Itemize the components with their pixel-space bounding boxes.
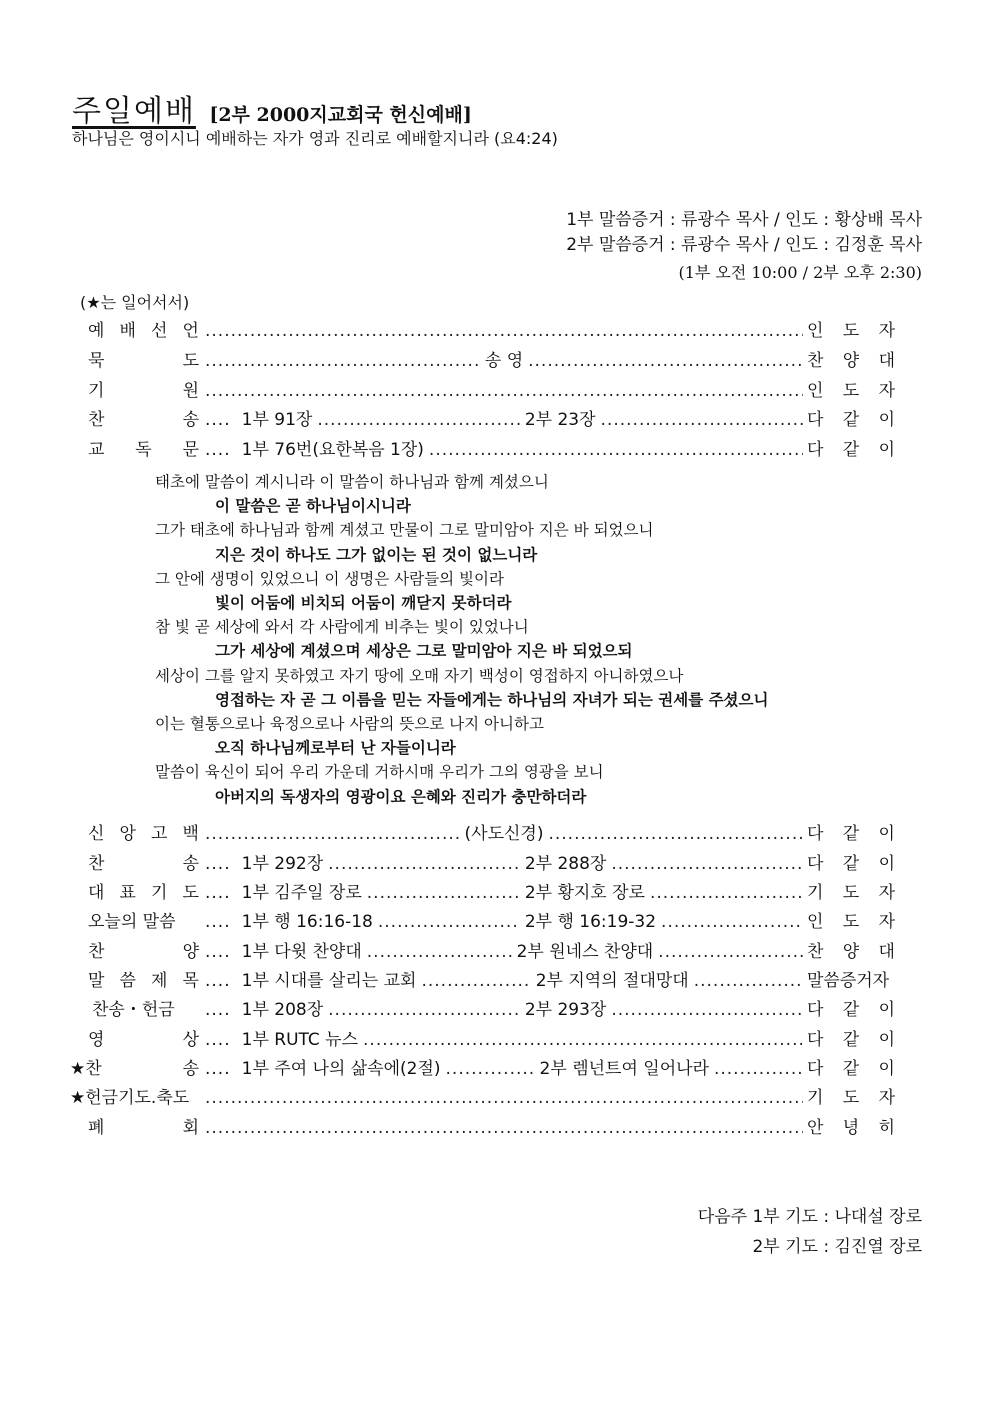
standing-note: (★는 일어서서) [80, 293, 190, 312]
leader-dots [429, 440, 803, 460]
leader-dots [446, 1059, 535, 1079]
order-role: 인 도 자 [807, 381, 895, 401]
leader-dots [205, 381, 803, 401]
leader-dots [205, 1088, 803, 1108]
leader-dots [661, 912, 803, 932]
order-mid: 송 영 [484, 351, 524, 371]
order-part-1: 1부 주여 나의 삶속에(2절) [241, 1059, 441, 1079]
order-label: 폐 회 [88, 1118, 199, 1138]
leader-dots: .... [205, 410, 231, 430]
leader-dots [367, 883, 520, 903]
next-week-prayer-2: 2부 기도 : 김진열 장로 [752, 1237, 922, 1257]
reading-line: 말씀이 육신이 되어 우리 가운데 거하시매 우리가 그의 영광을 보니 [155, 763, 604, 782]
order-part-2: 2부 293장 [524, 1000, 607, 1020]
next-week-prayer-1: 다음주 1부 기도 : 나대설 장로 [697, 1207, 922, 1227]
order-row [70, 819, 895, 845]
leader-dots [205, 351, 480, 371]
order-part-1: 1부 91장 [241, 410, 313, 430]
leader-dots: .... [205, 440, 231, 460]
order-label: 영 상 [88, 1030, 199, 1050]
leader-dots [328, 854, 520, 874]
order-part-1: 1부 292장 [241, 854, 324, 874]
leader-dots: .... [205, 912, 231, 932]
order-label: 묵 도 [88, 351, 199, 371]
leader-dots [363, 1030, 803, 1050]
order-part-1: 1부 김주일 장로 [241, 883, 362, 903]
order-role: 다 같 이 [806, 1059, 895, 1079]
leader-dots: .... [205, 1030, 231, 1050]
leader-dots: .... [205, 1059, 231, 1079]
reading-line: 태초에 말씀이 계시니라 이 말씀이 하나님과 함께 계셨으니 [155, 473, 549, 491]
leader-dots [528, 351, 803, 371]
reading-line-response: 그가 세상에 계셨으며 세상은 그로 말미암아 지은 바 되었으되 [215, 642, 633, 661]
order-role: 말씀증거자 [806, 971, 890, 991]
reading-line: 세상이 그를 알지 못하였고 자기 땅에 오매 자기 백성이 영접하지 아니하였으나 [155, 666, 684, 685]
order-label: 오늘의 말씀 [88, 912, 176, 932]
responsive-reading [155, 470, 768, 809]
order-role: 인 도 자 [807, 321, 895, 341]
order-row [70, 346, 895, 372]
leader-dots: .... [205, 883, 231, 903]
scripture-verse: 하나님은 영이시니 예배하는 자가 영과 진리로 예배할지니라 (요4:24) [72, 129, 558, 148]
leader-dots: .... [205, 1000, 231, 1020]
page-title: 주일예배 [72, 94, 196, 129]
reading-line-response: 이 말씀은 곧 하나님이시니라 [215, 497, 411, 516]
order-part-2: 2부 288장 [524, 854, 607, 874]
order-part-1: 1부 다윗 찬양대 [241, 942, 362, 962]
leader-dots [205, 1118, 803, 1138]
order-label: 예 배 선 언 [88, 321, 199, 341]
order-role: 인 도 자 [807, 912, 895, 932]
order-part-1: 1부 RUTC 뉴스 [241, 1030, 359, 1050]
order-label: 대 표 기 도 [88, 883, 199, 903]
leader-dots: .... [205, 942, 231, 962]
leader-dots [421, 971, 530, 991]
order-label: 찬 송 [88, 854, 199, 874]
service-times: (1부 오전 10:00 / 2부 오후 2:30) [678, 263, 922, 282]
order-label: 신 앙 고 백 [88, 824, 199, 844]
leader-dots [694, 971, 803, 991]
order-part-2: 2부 렘넌트여 일어나라 [539, 1059, 709, 1079]
order-part-2: 2부 황지호 장로 [524, 883, 645, 903]
leader-dots [317, 410, 519, 430]
order-part-2: 2부 행 16:19-32 [524, 912, 657, 932]
order-role: 다 같 이 [806, 824, 895, 844]
order-part-1: 1부 행 16:16-18 [241, 912, 373, 932]
reading-line: 그가 태초에 하나님과 함께 계셨고 만물이 그로 말미암아 지은 바 되었으니 [155, 521, 654, 540]
preacher-line-1: 1부 말씀증거 : 류광수 목사 / 인도 : 황상배 목사 [566, 210, 922, 230]
order-label: ★헌금기도.축도 [70, 1088, 190, 1108]
order-role: 다 같 이 [807, 410, 895, 430]
leader-dots [658, 942, 803, 962]
reading-line-response: 빛이 어둠에 비치되 어둠이 깨닫지 못하더라 [215, 594, 512, 613]
order-row [70, 376, 895, 402]
order-label: 말 씀 제 목 [88, 971, 199, 991]
order-row [70, 849, 895, 875]
leader-dots [548, 824, 803, 844]
leader-dots [367, 942, 512, 962]
order-label: 교 독 문 [88, 440, 199, 460]
order-part-1: 1부 208장 [241, 1000, 324, 1020]
order-role: 다 같 이 [807, 1030, 895, 1050]
order-row [70, 1083, 895, 1109]
order-label: 찬 송 [88, 410, 199, 430]
order-label: ★찬 송 [70, 1059, 199, 1079]
order-row [70, 1113, 895, 1139]
leader-dots [328, 1000, 520, 1020]
leader-dots: .... [205, 971, 231, 991]
order-label: 찬송・헌금 [92, 1000, 175, 1020]
order-role: 찬 양 대 [806, 942, 895, 962]
preacher-line-2: 2부 말씀증거 : 류광수 목사 / 인도 : 김정훈 목사 [566, 235, 922, 255]
leader-dots [714, 1059, 803, 1079]
order-role: 찬 양 대 [807, 351, 895, 371]
leader-dots [205, 824, 460, 844]
order-row [70, 966, 895, 992]
order-part-2: 2부 23장 [524, 410, 596, 430]
order-role: 기 도 자 [807, 1088, 895, 1108]
order-row [70, 878, 895, 904]
order-row [70, 316, 895, 342]
page-subtitle: [2부 2000지교회국 헌신예배] [209, 104, 472, 126]
order-role: 안 녕 히 [807, 1118, 895, 1138]
leader-dots: .... [205, 854, 231, 874]
order-role: 다 같 이 [807, 1000, 895, 1020]
reading-line-response: 영접하는 자 곧 그 이름을 믿는 자들에게는 하나님의 자녀가 되는 권세를 주셨으니 [215, 690, 769, 709]
order-part-1: 1부 76번(요한복음 1장) [241, 440, 424, 460]
leader-dots [650, 883, 803, 903]
order-part-2: 2부 지역의 절대망대 [535, 971, 689, 991]
order-row [70, 907, 895, 933]
reading-line: 이는 혈통으로나 육정으로나 사람의 뜻으로 나지 아니하고 [155, 715, 544, 734]
order-role: 다 같 이 [807, 440, 895, 460]
order-part-2: 2부 원네스 찬양대 [516, 942, 654, 962]
order-row [70, 435, 895, 461]
leader-dots [205, 321, 803, 341]
title-line [72, 86, 472, 130]
reading-line-response: 아버지의 독생자의 영광이요 은혜와 진리가 충만하더라 [215, 787, 587, 806]
reading-line-response: 지은 것이 하나도 그가 없이는 된 것이 없느니라 [215, 545, 538, 564]
order-row [70, 405, 895, 431]
order-mid: (사도신경) [464, 824, 544, 844]
leader-dots [378, 912, 520, 932]
reading-line-response: 오직 하나님께로부터 난 자들이니라 [215, 739, 456, 758]
reading-line: 참 빛 곧 세상에 와서 각 사람에게 비추는 빛이 있었나니 [155, 618, 529, 637]
order-part-1: 1부 시대를 살리는 교회 [241, 971, 417, 991]
leader-dots [611, 1000, 803, 1020]
order-row [70, 1054, 895, 1080]
reading-line: 그 안에 생명이 있었으니 이 생명은 사람들의 빛이라 [155, 569, 504, 588]
leader-dots [601, 410, 803, 430]
order-row [70, 995, 895, 1021]
order-label: 찬 양 [88, 942, 199, 962]
order-role: 다 같 이 [807, 854, 895, 874]
order-row [70, 1025, 895, 1051]
order-row [70, 937, 895, 963]
order-label: 기 원 [88, 381, 199, 401]
order-role: 기 도 자 [807, 883, 895, 903]
leader-dots [611, 854, 803, 874]
